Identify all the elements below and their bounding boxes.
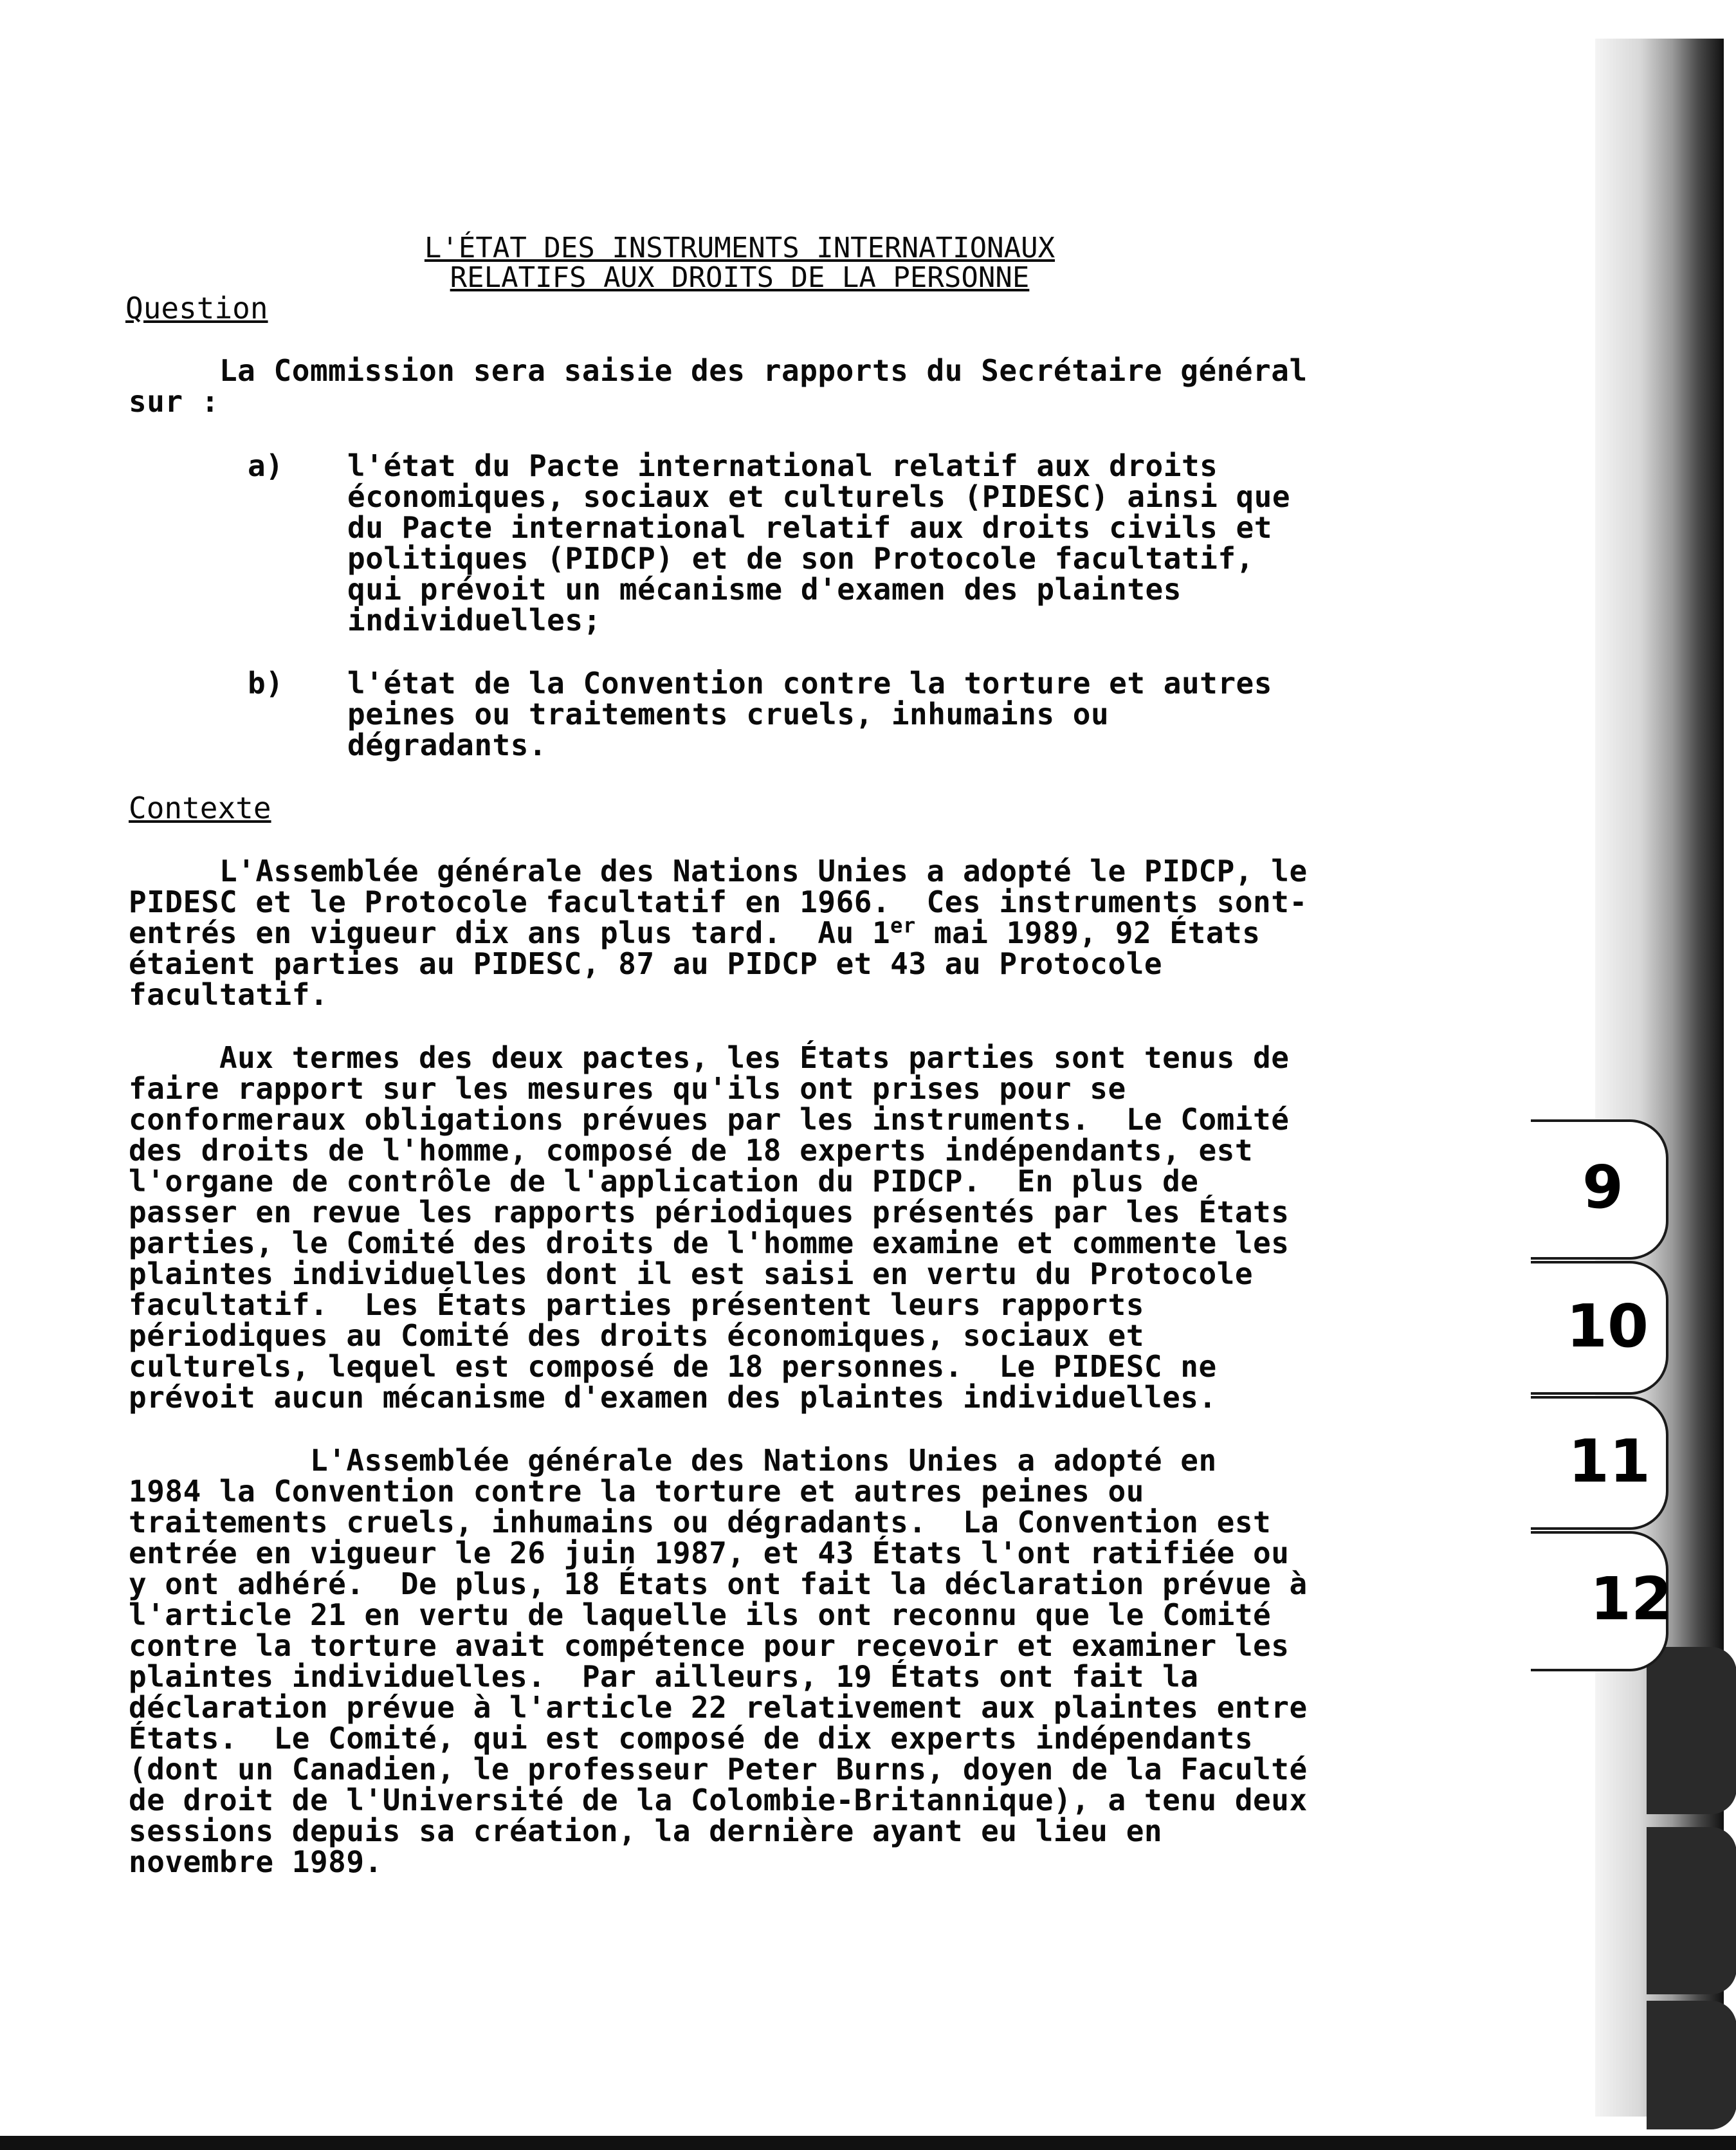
para1-line: étaient parties au PIDESC, 87 au PIDCP et 43 au Protocole xyxy=(129,946,1163,981)
para1-line: facultatif. xyxy=(129,977,329,1012)
para2-line: des droits de l'homme, composé de 18 experts indépendants, est xyxy=(129,1133,1254,1168)
para3-line: L'Assemblée générale des Nations Unies a adopté en xyxy=(129,1443,1217,1478)
para3-line: 1984 la Convention contre la torture et autres peines ou xyxy=(129,1474,1144,1509)
para3-line: l'article 21 en vertu de laquelle ils ont reconnu que le Comité xyxy=(129,1597,1272,1632)
para2-line: passer en revue les rapports périodiques présentés par les États xyxy=(129,1195,1290,1229)
context-heading: Contexte xyxy=(129,791,271,825)
divider-tab-dark xyxy=(1647,1647,1736,1814)
para3-line: y ont adhéré. De plus, 18 États ont fait la déclaration prévue à xyxy=(129,1567,1308,1601)
para3-line: États. Le Comité, qui est composé de dix experts indépendants xyxy=(129,1721,1254,1756)
scan-bottom-edge xyxy=(0,2136,1736,2150)
para1-line3-start: entrés en vigueur dix ans plus tard. Au 1 xyxy=(129,915,891,950)
document-title-line2: RELATIFS AUX DROITS DE LA PERSONNE xyxy=(450,261,1030,294)
para3-line: contre la torture avait compétence pour recevoir et examiner les xyxy=(129,1628,1290,1663)
item-a-line: qui prévoit un mécanisme d'examen des plaintes xyxy=(347,572,1182,607)
para3-line: déclaration prévue à l'article 22 relativement aux plaintes entre xyxy=(129,1690,1308,1725)
tab-10[interactable] xyxy=(1531,1261,1668,1395)
item-b-line: l'état de la Convention contre la torture et autres xyxy=(347,666,1272,701)
item-a-marker: a) xyxy=(248,448,284,483)
divider-tab-dark xyxy=(1647,2001,1736,2129)
para2-line: prévoit aucun mécanisme d'examen des plaintes individuelles. xyxy=(129,1380,1217,1415)
item-b-line: peines ou traitements cruels, inhumains ou xyxy=(347,697,1110,731)
question-intro-line: sur : xyxy=(129,384,219,419)
para2-line: conformeraux obligations prévues par les instruments. Le Comité xyxy=(129,1102,1290,1137)
para2-line: périodiques au Comité des droits économiques, sociaux et xyxy=(129,1318,1144,1353)
para1-line3-end: mai 1989, 92 États xyxy=(915,915,1261,950)
para2-line: parties, le Comité des droits de l'homme examine et commente les xyxy=(129,1226,1290,1260)
para3-line: plaintes individuelles. Par ailleurs, 19 États ont fait la xyxy=(129,1659,1199,1694)
tab-9[interactable] xyxy=(1531,1119,1668,1260)
tab-11-label: 11 xyxy=(1568,1427,1651,1496)
tab-11[interactable] xyxy=(1531,1396,1668,1530)
para3-line: novembre 1989. xyxy=(129,1844,383,1879)
para1-line: L'Assemblée générale des Nations Unies a adopté le PIDCP, le xyxy=(129,854,1308,888)
item-a-line: politiques (PIDCP) et de son Protocole facultatif, xyxy=(347,541,1254,576)
para2-line: culturels, lequel est composé de 18 personnes. Le PIDESC ne xyxy=(129,1349,1217,1384)
item-a-line: individuelles; xyxy=(347,603,601,638)
question-intro-line: La Commission sera saisie des rapports du Secrétaire général xyxy=(129,353,1308,388)
para3-line: traitements cruels, inhumains ou dégradants. La Convention est xyxy=(129,1505,1272,1539)
tab-9-label: 9 xyxy=(1582,1153,1624,1222)
item-a-line: l'état du Pacte international relatif aux droits xyxy=(347,448,1218,483)
document-title-line1: L'ÉTAT DES INSTRUMENTS INTERNATIONAUX xyxy=(424,232,1055,264)
ordinal-superscript: er xyxy=(890,913,916,938)
para2-line: faire rapport sur les mesures qu'ils ont prises pour se xyxy=(129,1071,1126,1106)
tab-12[interactable] xyxy=(1531,1531,1673,1671)
item-a-line: du Pacte international relatif aux droits civils et xyxy=(347,510,1272,545)
para1-line: PIDESC et le Protocole facultatif en 1966. Ces instruments sont- xyxy=(129,885,1308,919)
tab-12-label: 12 xyxy=(1590,1565,1673,1633)
item-b-marker: b) xyxy=(248,666,284,701)
tab-10-label: 10 xyxy=(1566,1292,1649,1361)
para1-line xyxy=(129,913,1261,950)
question-heading: Question xyxy=(125,291,268,326)
para3-line: entrée en vigueur le 26 juin 1987, et 43 États l'ont ratifiée ou xyxy=(129,1536,1290,1570)
item-b-line: dégradants. xyxy=(347,728,547,762)
para2-line: l'organe de contrôle de l'application du PIDCP. En plus de xyxy=(129,1164,1199,1199)
para2-line: Aux termes des deux pactes, les États parties sont tenus de xyxy=(129,1040,1290,1075)
para3-line: sessions depuis sa création, la dernière ayant eu lieu en xyxy=(129,1814,1163,1848)
item-a-line: économiques, sociaux et culturels (PIDESC) ainsi que xyxy=(347,479,1291,514)
para2-line: plaintes individuelles dont il est saisi en vertu du Protocole xyxy=(129,1256,1254,1291)
para3-line: de droit de l'Université de la Colombie-Britannique), a tenu deux xyxy=(129,1783,1308,1817)
para3-line: (dont un Canadien, le professeur Peter Burns, doyen de la Faculté xyxy=(129,1752,1308,1787)
divider-tab-dark xyxy=(1647,1827,1736,1994)
para2-line: facultatif. Les États parties présentent leurs rapports xyxy=(129,1287,1144,1322)
